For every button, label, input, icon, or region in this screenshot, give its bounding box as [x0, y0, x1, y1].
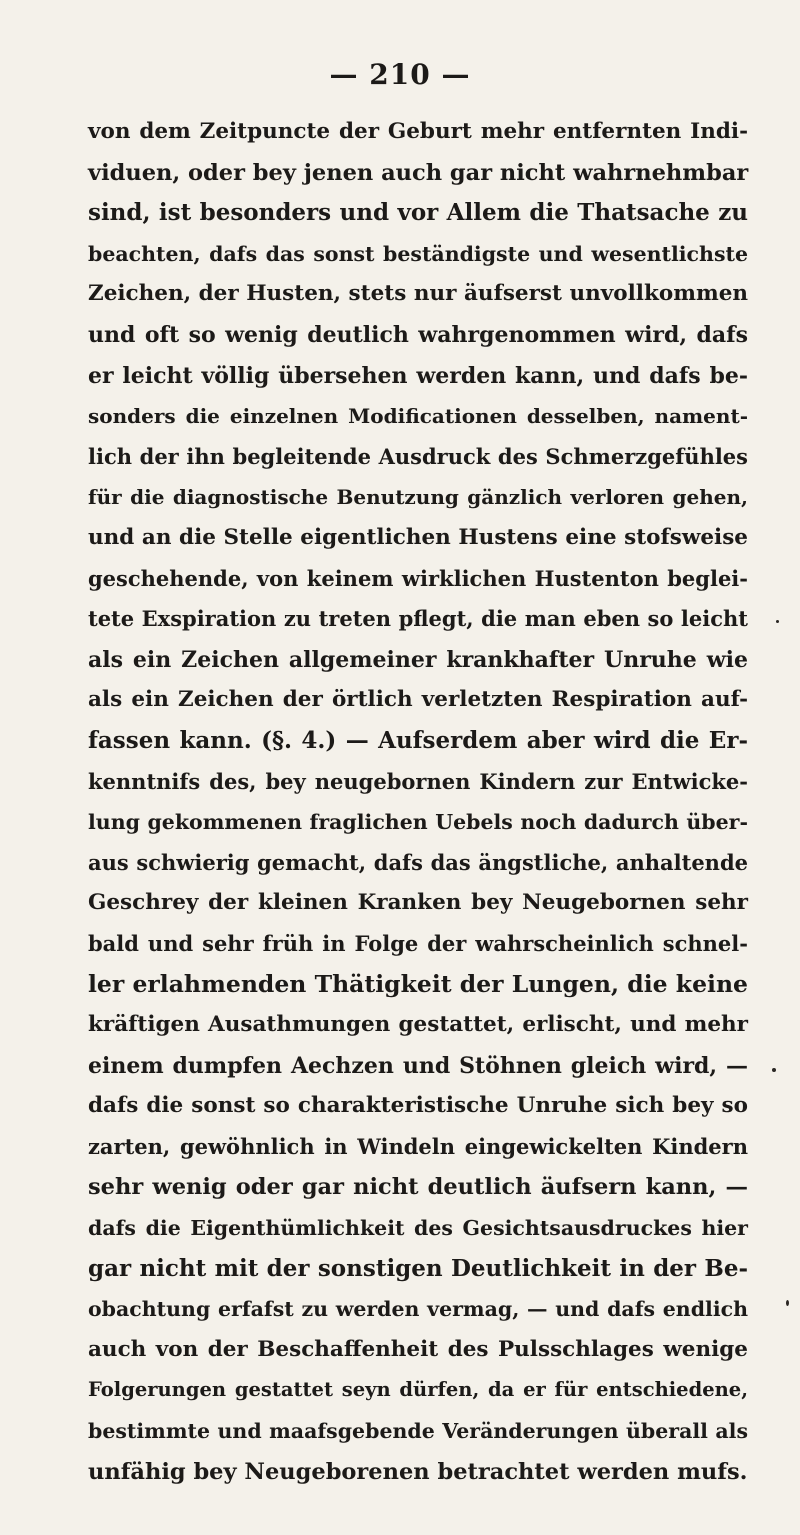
text-line: lich der ihn begleitende Ausdruck des Schmerzgefühles	[88, 443, 748, 469]
text-line: für die diagnostische Benutzung gänzlich verloren gehen,	[88, 485, 748, 510]
body-text	[88, 112, 748, 1492]
text-line: bestimmte und maafsgebende Veränderungen überall als	[88, 1419, 748, 1443]
text-line: kenntnifs des, bey neugebornen Kindern zur Entwicke-	[88, 768, 748, 794]
text-line: als ein Zeichen der örtlich verletzten Respiration auf-	[88, 687, 748, 713]
text-line: dafs die Eigenthümlichkeit des Gesichtsausdruckes hier	[88, 1216, 748, 1241]
text-line: Zeichen, der Husten, stets nur äufserst unvollkommen	[88, 281, 748, 307]
text-line: viduen, oder bey jenen auch gar nicht wahrnehmbar	[88, 159, 749, 186]
text-line: aus schwierig gemacht, dafs das ängstliche, anhaltende	[88, 849, 748, 875]
text-line: tete Exspiration zu treten pflegt, die man eben so leicht	[88, 606, 748, 632]
text-line: kräftigen Ausathmungen gestattet, erlischt, und mehr	[88, 1012, 748, 1038]
text-line: ler erlahmenden Thätigkeit der Lungen, die keine	[88, 970, 748, 999]
text-line: auch von der Beschaffenheit des Pulsschlages wenige	[88, 1336, 748, 1362]
text-line: obachtung erfafst zu werden vermag, — und dafs endlich	[88, 1297, 748, 1322]
text-line: sehr wenig oder gar nicht deutlich äufsern kann, —	[88, 1174, 748, 1201]
page-number: — 210 —	[329, 58, 471, 91]
text-line: bald und sehr früh in Folge der wahrscheinlich schnel-	[88, 930, 748, 956]
text-line: und oft so wenig deutlich wahrgenommen wird, dafs	[88, 321, 748, 348]
text-line: dafs die sonst so charakteristische Unruhe sich bey so	[88, 1093, 748, 1119]
text-line: beachten, dafs das sonst beständigste und wesentlichste	[88, 241, 748, 266]
ink-speck	[776, 620, 779, 623]
ink-speck	[772, 1068, 776, 1072]
text-line: geschehende, von keinem wirklichen Hustenton beglei-	[88, 565, 748, 591]
text-line: und an die Stelle eigentlichen Hustens eine stofsweise	[88, 524, 748, 550]
text-line: unfähig bey Neugeborenen betrachtet werden mufs.	[88, 1458, 748, 1485]
text-line: als ein Zeichen allgemeiner krankhafter Unruhe wie	[88, 646, 748, 673]
text-line: zarten, gewöhnlich in Windeln eingewickelten Kindern	[88, 1133, 748, 1159]
text-line: lung gekommenen fraglichen Uebels noch dadurch über-	[88, 810, 748, 835]
text-line: fassen kann. (§. 4.) — Aufserdem aber wird die Er-	[88, 726, 748, 754]
text-line: Folgerungen gestattet seyn dürfen, da er für entschiedene,	[88, 1378, 748, 1402]
text-line: gar nicht mit der sonstigen Deutlichkeit in der Be-	[88, 1254, 748, 1282]
text-line: er leicht völlig übersehen werden kann, und dafs be-	[88, 362, 748, 389]
text-line: Geschrey der kleinen Kranken bey Neugebornen sehr	[88, 890, 748, 916]
text-line: einem dumpfen Aechzen und Stöhnen gleich wird, —	[88, 1052, 748, 1079]
text-line: sind, ist besonders und vor Allem die Thatsache zu	[88, 199, 748, 227]
text-line: von dem Zeitpuncte der Geburt mehr entfernten Indi-	[88, 119, 748, 144]
ink-speck	[786, 1300, 789, 1306]
text-line: sonders die einzelnen Modificationen desselben, nament-	[88, 404, 748, 429]
